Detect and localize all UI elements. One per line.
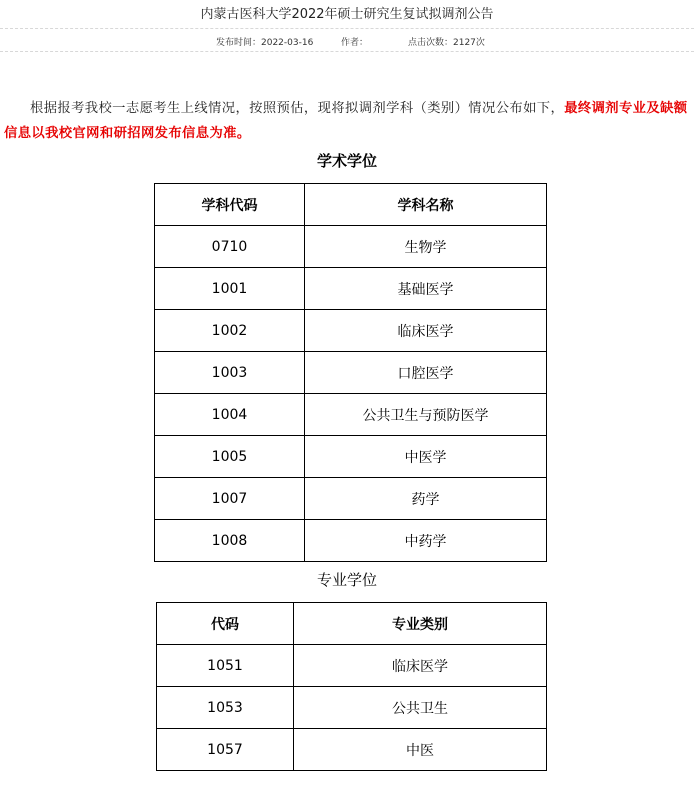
code-cell: 1004 [155,394,305,436]
table-row [155,520,547,562]
table-row [157,687,547,729]
table-header-row [157,603,547,645]
name-cell: 公共卫生 [294,687,547,729]
column-header-name: 学科名称 [305,184,547,226]
professional-degree-table [156,602,547,771]
intro-paragraph [4,96,692,146]
table-row [155,226,547,268]
code-cell: 1007 [155,478,305,520]
column-header-code: 学科代码 [155,184,305,226]
code-cell: 1001 [155,268,305,310]
click-count: 点击次数：2127次 [408,38,485,48]
name-cell: 口腔医学 [305,352,547,394]
professional-degree-heading: 专业学位 [316,571,377,589]
name-cell: 临床医学 [294,645,547,687]
code-cell: 1005 [155,436,305,478]
table-row [155,436,547,478]
name-cell: 中医学 [305,436,547,478]
publish-date: 发布时间：2022-03-16 [216,38,314,48]
academic-degree-table [154,183,547,562]
code-cell: 1053 [157,687,294,729]
table-row [155,310,547,352]
name-cell: 生物学 [305,226,547,268]
name-cell: 基础医学 [305,268,547,310]
academic-degree-heading: 学术学位 [316,152,377,170]
name-cell: 中医 [294,729,547,771]
code-cell: 0710 [155,226,305,268]
table-row [155,478,547,520]
intro-highlight: 最终调剂专业及缺额信息以我校官网和研招网发布信息为准。 [4,101,688,141]
table-row [155,268,547,310]
article-meta [0,28,694,52]
name-cell: 临床医学 [305,310,547,352]
table-row [157,645,547,687]
name-cell: 中药学 [305,520,547,562]
author-label: 作者： [341,38,369,48]
name-cell: 公共卫生与预防医学 [305,394,547,436]
table-row [155,352,547,394]
table-row [155,394,547,436]
code-cell: 1057 [157,729,294,771]
code-cell: 1002 [155,310,305,352]
intro-text: 根据报考我校一志愿考生上线情况，按照预估，现将拟调剂学科（类别）情况公布如下， [30,101,565,116]
code-cell: 1003 [155,352,305,394]
table-row [157,729,547,771]
code-cell: 1008 [155,520,305,562]
name-cell: 药学 [305,478,547,520]
page-title: 内蒙古医科大学2022年硕士研究生复试拟调剂公告 [200,7,494,22]
column-header-code: 代码 [157,603,294,645]
code-cell: 1051 [157,645,294,687]
column-header-category: 专业类别 [294,603,547,645]
table-header-row [155,184,547,226]
